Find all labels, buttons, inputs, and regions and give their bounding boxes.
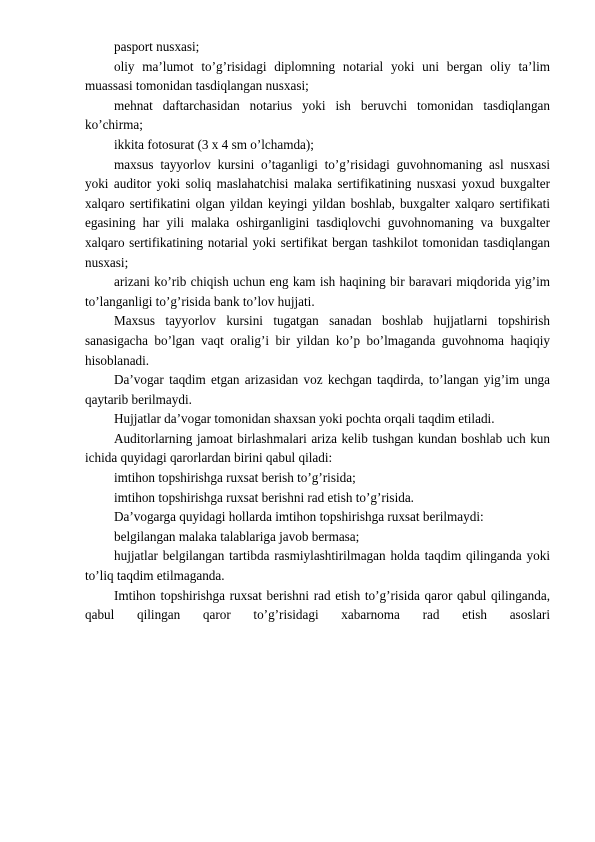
paragraph: imtihon topshirishga ruxsat berishni rad etish to’g’risida. xyxy=(114,489,414,505)
paragraph: hujjatlar belgilangan tartibda rasmiylashtirilmagan holda taqdim qilinganda yoki to’liq taqdim etilmaganda. xyxy=(85,548,550,584)
paragraph: pasport nusxasi; xyxy=(114,39,200,54)
paragraph: imtihon topshirishga ruxsat berish to’g’risida; xyxy=(114,470,356,486)
paragraph: Maxsus tayyorlov kursini tugatgan sanadan boshlab hujjatlarni topshirish sanasigacha bo’lgan vaqt oralig’i bir yildan ko’p bo’lmaganda guvohnoma haqiqiy hisoblanadi. xyxy=(85,313,550,368)
paragraph: Auditorlarning jamoat birlashmalari ariza kelib tushgan kundan boshlab uch kun ichida quyidagi qarorlardan birini qabul qiladi: xyxy=(85,430,550,466)
paragraph: Hujjatlar da’vogar tomonidan shaxsan yoki pochta orqali taqdim etiladi. xyxy=(114,411,495,427)
paragraph: belgilangan malaka talablariga javob bermasa; xyxy=(114,528,360,544)
document-page xyxy=(85,37,550,625)
paragraph: maxsus tayyorlov kursini o’taganligi to’g’risidagi guvohnomaning asl nusxasi yoki auditor yoki soliq maslahatchisi malaka sertifikatining nusxasi yoxud buxgalter xalqaro sertifikatini olgan yildan keyingi yildan boshlab, buxgalter xalqaro sertifikati egasining har yili malaka oshirganligini tasdiqlovchi guvohnomaning va buxgalter xalqaro sertifikatining notarial yoki sertifikat bergan tashkilot tomonidan tasdiqlangan nusxasi; xyxy=(85,156,550,270)
paragraph: ikkita fotosurat (3 x 4 sm o’lchamda); xyxy=(114,136,314,152)
paragraph: mehnat daftarchasidan notarius yoki ish beruvchi tomonidan tasdiqlangan ko’chirma; xyxy=(85,97,550,133)
paragraph: Da’vogarga quyidagi hollarda imtihon topshirishga ruxsat berilmaydi: xyxy=(114,509,484,525)
paragraph: oliy ma’lumot to’g’risidagi diplomning notarial yoki uni bergan oliy ta’lim muassasi tomonidan tasdiqlangan nusxasi; xyxy=(85,58,550,94)
paragraph: Imtihon topshirishga ruxsat berishni rad etish to’g’risida qaror qabul qilinganda, qabul qilingan qaror to’g’risidagi xabarnoma rad etish asoslari xyxy=(85,587,550,623)
paragraph: Da’vogar taqdim etgan arizasidan voz kechgan taqdirda, to’langan yig’im unga qaytarib berilmaydi. xyxy=(85,372,550,407)
paragraph: arizani ko’rib chiqish uchun eng kam ish haqining bir baravari miqdorida yig’im to’langanligi to’g’risida bank to’lov hujjati. xyxy=(85,274,550,309)
